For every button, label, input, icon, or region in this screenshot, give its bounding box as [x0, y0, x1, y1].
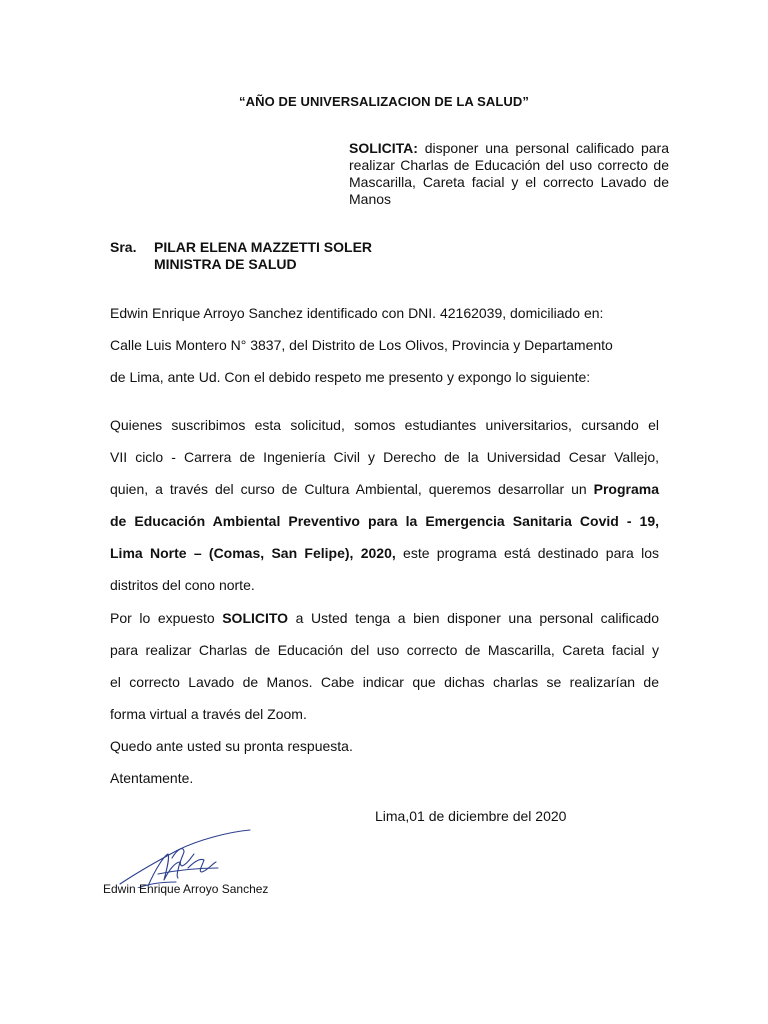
body-line: VII ciclo - Carrera de Ingeniería Civil y Derecho de la Universidad Cesar Vallejo,: [110, 449, 659, 465]
solicita-text: disponer una personal calificado para realizar Charlas de Educación del uso correcto de Mascarilla, Careta facial y el correcto Lavado de Manos: [349, 140, 669, 207]
intro-line: de Lima, ante Ud. Con el debido respeto me presento y expongo lo siguiente:: [110, 369, 591, 385]
closing-line: Quedo ante usted su pronta respuesta.: [110, 738, 353, 754]
recipient-name: PILAR ELENA MAZZETTI SOLER: [154, 239, 373, 255]
recipient-title: MINISTRA DE SALUD: [154, 256, 297, 272]
program-title-bold: Lima Norte – (Comas, San Felipe), 2020,: [110, 545, 396, 561]
request-text: Por lo expuesto: [110, 610, 223, 626]
solicita-label: SOLICITA:: [349, 140, 418, 156]
program-title-bold: Programa: [593, 481, 659, 497]
closing-line: Atentamente.: [110, 770, 194, 786]
request-line: el correcto Lavado de Manos. Cabe indicar que dichas charlas se realizarían de: [110, 674, 659, 690]
request-text: a Usted tenga a bien disponer una personal calificado: [288, 610, 659, 626]
body-line: Quienes suscribimos esta solicitud, somos estudiantes universitarios, cursando el: [110, 417, 659, 433]
handwritten-signature: [118, 828, 258, 888]
signer-name: Edwin Enrique Arroyo Sanchez: [103, 882, 269, 896]
recipient-block: [110, 239, 372, 273]
solicita-block: [349, 140, 669, 208]
intro-line: Calle Luis Montero N° 3837, del Distrito de Los Olivos, Provincia y Departamento: [110, 337, 613, 353]
request-paragraph: [110, 606, 659, 798]
request-line: para realizar Charlas de Educación del uso correcto de Mascarilla, Careta facial y: [110, 642, 659, 658]
program-title-bold: de Educación Ambiental Preventivo para la Emergencia Sanitaria Covid - 19,: [110, 513, 659, 529]
intro-line: Edwin Enrique Arroyo Sanchez identificado con DNI. 42162039, domiciliado en:: [110, 305, 604, 321]
body-line: [110, 477, 659, 509]
request-line: [110, 606, 659, 638]
body-paragraph: [110, 413, 659, 605]
body-line: [110, 541, 659, 573]
body-text: quien, a través del curso de Cultura Ambiental, queremos desarrollar un: [110, 481, 594, 497]
intro-paragraph: [110, 301, 659, 397]
solicito-bold: SOLICITO: [222, 610, 289, 626]
request-line: forma virtual a través del Zoom.: [110, 706, 307, 722]
date-line: Lima,01 de diciembre del 2020: [375, 808, 567, 824]
salutation: Sra.: [110, 239, 137, 255]
page-title: “AÑO DE UNIVERSALIZACION DE LA SALUD”: [239, 94, 529, 109]
body-text: este programa está destinado para los: [395, 545, 659, 561]
body-line: distritos del cono norte.: [110, 577, 255, 593]
